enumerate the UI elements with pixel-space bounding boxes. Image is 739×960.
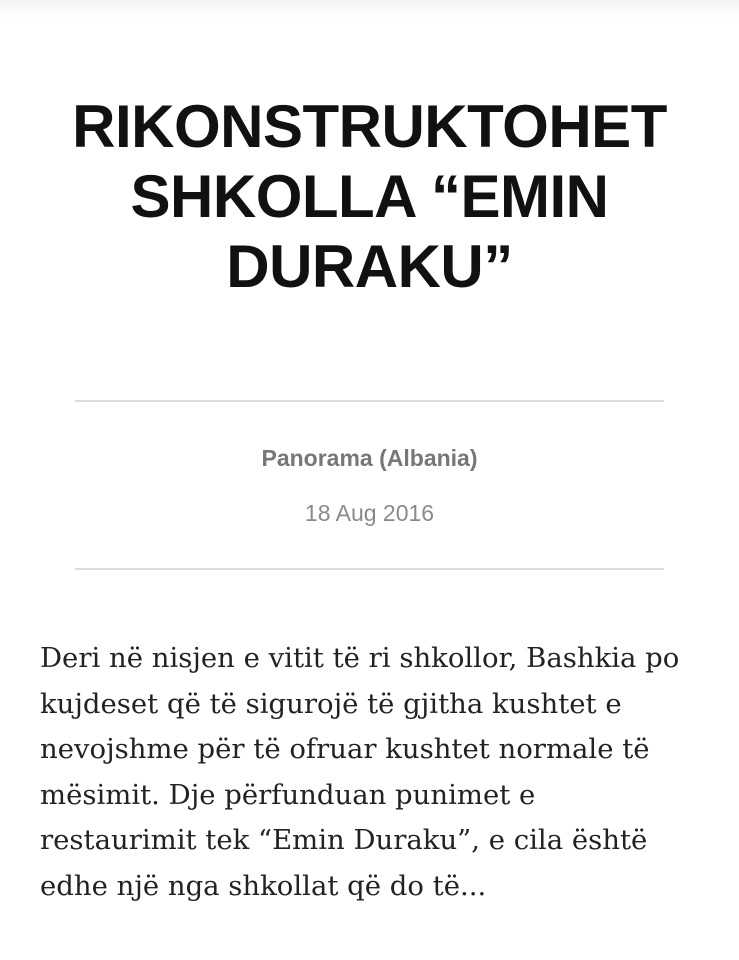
article-excerpt[interactable]: Deri në nisjen e vitit të ri shkollor, Bashkia po kujdeset që të sigurojë të gjitha kushtet e nevojshme për të ofruar kushtet normale të mësimit. Dje përfunduan punimet e restaurimit tek “Emin Duraku”, e cila është edhe një nga shkollat që do të... [40, 642, 680, 902]
divider-bottom [75, 568, 664, 570]
article-headline: RIKONSTRUKTOHET SHKOLLA “EMIN DURAKU” [72, 93, 667, 300]
article-source[interactable]: Panorama (Albania) [261, 445, 478, 471]
article-date: 18 Aug 2016 [304, 500, 435, 526]
divider-top [75, 400, 664, 402]
top-edge-shade [0, 0, 739, 18]
